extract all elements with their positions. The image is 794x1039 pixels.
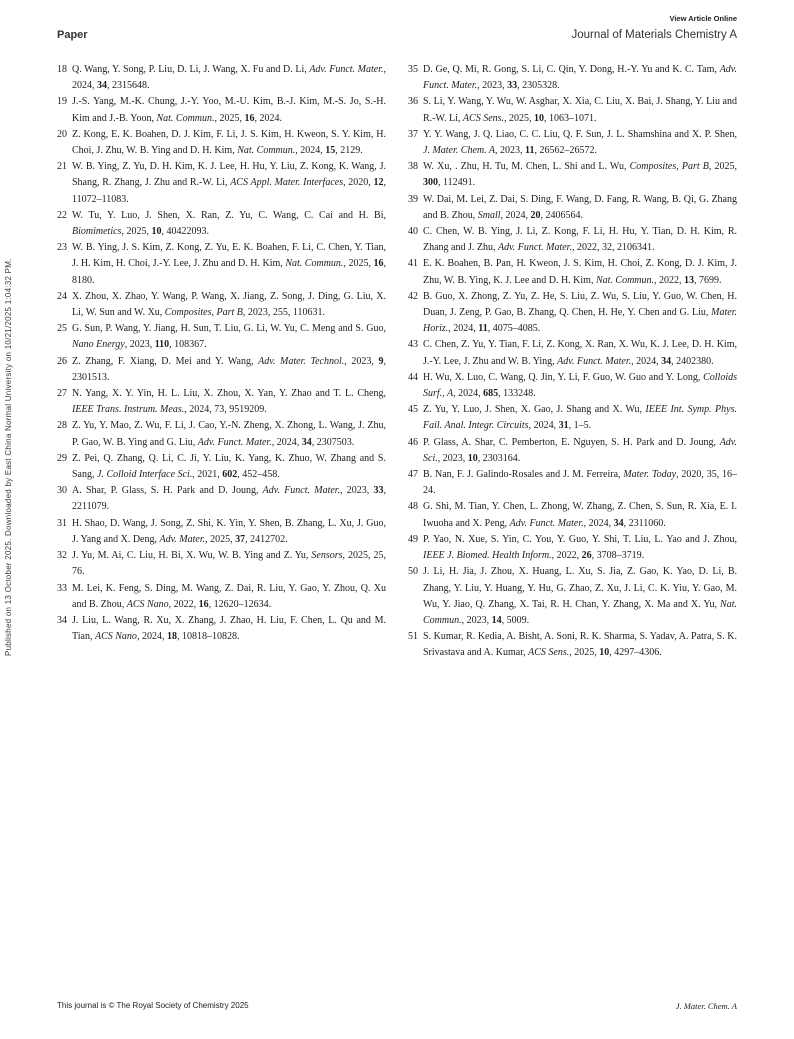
- journal-name: Adv. Funct. Mater.: [262, 485, 341, 497]
- reference-text: , 40422093.: [161, 226, 209, 238]
- reference-number: 46: [408, 436, 418, 448]
- reference-text: P. Yao, N. Xue, S. Yin, C. You, Y. Guo, Y. Shi, T. Liu, L. Yao and J. Zhou,: [423, 533, 737, 545]
- reference-text: G. Sun, P. Wang, Y. Jiang, H. Sun, T. Liu, G. Li, W. Yu, C. Meng and S. Guo,: [72, 323, 386, 335]
- copyright-notice: This journal is © The Royal Society of Chemistry 2025: [57, 1001, 249, 1010]
- reference-item: [408, 289, 737, 338]
- reference-item: [57, 321, 386, 353]
- reference-number: 36: [408, 96, 418, 108]
- journal-name: Mater. Horiz.: [423, 307, 737, 335]
- journal-abbreviation: J. Mater. Chem. A: [675, 1001, 737, 1011]
- journal-name: J. Colloid Interface Sci.: [97, 469, 193, 481]
- reference-item: [57, 613, 386, 645]
- reference-text: , 2020,: [343, 177, 374, 189]
- journal-name: IEEE Trans. Instrum. Meas.: [72, 404, 185, 416]
- reference-item: [57, 483, 386, 515]
- reference-number: 45: [408, 404, 418, 416]
- reference-text: , 2211079.: [72, 485, 387, 513]
- journal-name: ACS Sens.: [528, 647, 570, 659]
- journal-name: Composites, Part B: [164, 307, 243, 319]
- reference-text: , 2024,: [295, 145, 326, 157]
- reference-text: , 4297–4306.: [609, 647, 662, 659]
- reference-item: [408, 337, 737, 369]
- reference-text: 9: [378, 355, 384, 367]
- reference-text: , 2022,: [654, 274, 685, 286]
- reference-item: [57, 208, 386, 240]
- reference-number: 25: [57, 323, 67, 335]
- reference-text: 10: [599, 647, 610, 659]
- journal-name: Nat. Commun.: [285, 258, 344, 270]
- reference-text: , 12620–12634.: [208, 598, 272, 610]
- reference-item: [57, 516, 386, 548]
- reference-item: [57, 418, 386, 450]
- references-column-right: [408, 62, 737, 662]
- reference-text: J.-S. Yang, M.-K. Chung, J.-Y. Yoo, M.-U. Kim, B.-J. Kim, M.-S. Jo, S.-H. Kim and J.-B. Yoon,: [72, 96, 386, 124]
- reference-text: 33: [373, 485, 384, 497]
- reference-text: , 1063–1071.: [544, 112, 597, 124]
- reference-text: , 112491.: [438, 177, 476, 189]
- reference-text: , 2307503.: [311, 436, 355, 448]
- reference-text: , 2406564.: [540, 209, 583, 221]
- reference-item: [408, 159, 737, 191]
- reference-text: N. Yang, X. Y. Yin, H. L. Liu, X. Zhou, X. Yan, Y. Zhao and T. L. Cheng,: [72, 388, 386, 400]
- reference-text: 16: [244, 112, 255, 124]
- reference-text: 11: [525, 145, 535, 157]
- reference-text: , 2022,: [168, 598, 199, 610]
- reference-text: P. Glass, A. Shar, C. Pemberton, E. Nguyen, S. H. Park and D. Joung,: [423, 436, 720, 448]
- reference-text: , 2024,: [453, 388, 484, 400]
- reference-text: , 2129.: [335, 145, 363, 157]
- reference-text: W. B. Ying, J. S. Kim, Z. Kong, Z. Yu, E. K. Boahen, F. Li, C. Chen, Y. Tian, J. H. Kim, H. Choi, J.-Y. Lee, J. Zhu and D. H. Kim,: [72, 242, 386, 270]
- journal-name: Biomimetics: [72, 226, 122, 238]
- reference-item: [408, 192, 737, 224]
- reference-text: , 2022, 32, 2106341.: [571, 242, 655, 254]
- reference-text: , 2023,: [461, 614, 492, 626]
- reference-text: , 2025,: [708, 161, 737, 173]
- reference-text: , 2025,: [205, 533, 236, 545]
- reference-text: 16: [373, 258, 384, 270]
- journal-name: Colloids Surf., A: [423, 371, 737, 400]
- reference-item: [408, 499, 737, 531]
- journal-name: IEEE Int. Symp. Phys. Fail. Anal. Integr. Circuits: [423, 404, 737, 432]
- reference-number: 27: [57, 388, 67, 400]
- reference-text: 34: [301, 436, 312, 448]
- reference-item: [408, 127, 737, 159]
- reference-text: , 2024,: [528, 420, 559, 432]
- reference-text: , 2024,: [136, 631, 167, 643]
- journal-name: Nano Energy: [72, 339, 125, 351]
- journal-name: J. Mater. Chem. A: [423, 145, 496, 157]
- reference-number: 23: [57, 242, 67, 254]
- reference-number: 39: [408, 193, 418, 205]
- reference-item: [408, 402, 737, 434]
- reference-text: , 5009.: [501, 614, 530, 626]
- journal-name: Adv. Funct. Mater.: [509, 517, 584, 529]
- reference-text: D. Ge, Q. Mi, R. Gong, S. Li, C. Qin, Y. Dong, H.-Y. Yu and K. C. Tam,: [423, 64, 720, 75]
- reference-text: X. Zhou, X. Zhao, Y. Wang, P. Wang, X. Jiang, Z. Song, J. Ding, G. Liu, X. Li, W. Sun and W. Xu,: [72, 290, 386, 319]
- reference-text: , 3708–3719.: [591, 550, 645, 562]
- reference-number: 29: [57, 452, 67, 464]
- reference-text: , 7699.: [694, 274, 722, 286]
- reference-item: [408, 435, 737, 467]
- reference-item: [57, 354, 386, 386]
- reference-text: 602: [222, 469, 238, 481]
- reference-text: , 2024,: [271, 436, 302, 448]
- reference-text: 11: [478, 323, 488, 335]
- reference-text: , 452–458.: [237, 469, 280, 481]
- reference-number: 40: [408, 226, 418, 238]
- reference-item: [57, 548, 386, 580]
- reference-text: , 2024,: [583, 517, 614, 529]
- reference-number: 49: [408, 533, 418, 545]
- reference-number: 33: [57, 582, 67, 594]
- reference-text: , 2024, 73, 9519209.: [184, 404, 267, 416]
- reference-text: W. Tu, Y. Luo, J. Shen, X. Ran, Z. Yu, C. Wang, C. Cai and H. Bi,: [72, 209, 386, 221]
- journal-name: Small: [477, 209, 501, 221]
- reference-item: [408, 256, 737, 288]
- journal-name: Adv. Mater.: [159, 533, 206, 545]
- reference-item: [57, 94, 386, 126]
- reference-text: , 10818–10828.: [176, 631, 240, 643]
- references-column-left: [57, 62, 386, 645]
- journal-name: ACS Nano: [94, 631, 137, 643]
- reference-text: , 2023,: [124, 339, 155, 351]
- reference-item: [57, 289, 386, 321]
- reference-text: E. K. Boahen, B. Pan, H. Kweon, J. S. Kim, H. Choi, Z. Kong, D. J. Kim, J. Zhu, W. B. Ying, K. J. Lee and D. H. Kim,: [423, 258, 737, 286]
- reference-item: [57, 159, 386, 208]
- reference-text: 33: [507, 80, 518, 92]
- reference-number: 43: [408, 339, 418, 351]
- published-download-stamp: Published on 13 October 2025. Downloaded by East China Normal University on 10/21/2025 1:04:32 PM.: [4, 258, 13, 656]
- reference-text: 13: [684, 274, 695, 286]
- journal-name: Adv. Funct. Mater.: [423, 64, 737, 92]
- reference-text: , 4075–4085.: [487, 323, 541, 335]
- reference-number: 31: [57, 517, 67, 529]
- reference-number: 24: [57, 290, 67, 302]
- view-article-online-link[interactable]: View Article Online: [669, 14, 737, 23]
- reference-text: Z. Zhang, F. Xiang, D. Mei and Y. Wang,: [72, 355, 259, 367]
- reference-text: 34: [613, 517, 624, 529]
- reference-text: , 2412702.: [245, 533, 288, 545]
- reference-text: 300: [423, 177, 438, 189]
- reference-item: [57, 451, 386, 483]
- reference-number: 32: [57, 550, 67, 562]
- reference-text: 110: [154, 339, 170, 351]
- reference-text: B. Nan, F. J. Galindo-Rosales and J. M. Ferreira,: [423, 469, 624, 481]
- reference-number: 18: [57, 64, 67, 75]
- journal-name: Nat. Commun.: [423, 598, 737, 626]
- reference-text: W. Xu, . Zhu, H. Tu, M. Chen, L. Shi and L. Wu,: [423, 161, 630, 173]
- reference-number: 38: [408, 161, 418, 173]
- reference-item: [57, 62, 386, 94]
- reference-item: [408, 224, 737, 256]
- reference-text: , 2025,: [504, 112, 535, 124]
- reference-number: 44: [408, 371, 418, 383]
- reference-number: 50: [408, 566, 418, 578]
- journal-name: Adv. Mater. Technol.: [258, 355, 345, 367]
- reference-item: [408, 370, 737, 402]
- reference-text: Q. Wang, Y. Song, P. Liu, D. Li, J. Wang, X. Fu and D. Li,: [72, 64, 310, 75]
- reference-number: 20: [57, 128, 67, 140]
- reference-number: 41: [408, 258, 418, 270]
- reference-text: J. Liu, L. Wang, R. Xu, X. Zhang, J. Zhao, H. Liu, F. Chen, L. Qu and M. Tian,: [72, 614, 386, 643]
- reference-text: , 2402380.: [671, 355, 714, 367]
- reference-text: J. Yu, M. Ai, C. Liu, H. Bi, X. Wu, W. B. Ying and Z. Yu,: [72, 550, 312, 562]
- reference-text: 10: [534, 112, 545, 124]
- reference-text: 12: [373, 177, 384, 189]
- journal-name: Adv. Funct. Mater.: [197, 436, 272, 448]
- reference-text: , 2023,: [477, 80, 508, 92]
- reference-item: [408, 467, 737, 499]
- journal-name: ACS Appl. Mater. Interfaces: [230, 177, 344, 189]
- reference-text: , 2024,: [448, 323, 479, 335]
- reference-number: 30: [57, 485, 67, 497]
- journal-name: Nat. Commun.: [237, 145, 296, 157]
- reference-item: [408, 94, 737, 126]
- reference-text: Z. Kong, E. K. Boahen, D. J. Kim, F. Li, J. S. Kim, H. Kweon, S. Y. Kim, H. Choi, J. Zhu, W. B. Ying and D. H. Kim,: [72, 128, 386, 157]
- journal-name: Adv. Funct. Mater.: [309, 64, 384, 75]
- reference-text: J. Li, H. Jia, J. Zhou, X. Huang, L. Xu, S. Jia, Z. Gao, K. Yao, D. Li, B. Zhang, Y. Liu, Y. Huang, Y. Hu, G. Zhao, Z. Xu, J. Li, C. K. Yiu, Y. Gao, M. Wu, Y. Jiao, Q. Zhang, X. Tai, R. H. Chan, Y. Zhang, X. Ma and X. Yu,: [423, 566, 737, 610]
- journal-title: Journal of Materials Chemistry A: [571, 29, 737, 41]
- reference-item: [57, 127, 386, 159]
- reference-text: H. Shao, D. Wang, J. Song, Z. Shi, K. Yin, Y. Shen, B. Zhang, L. Xu, J. Guo, J. Yang and X. Deng,: [72, 517, 386, 545]
- reference-item: [57, 581, 386, 613]
- reference-text: W. B. Ying, Z. Yu, D. H. Kim, K. J. Lee, H. Hu, Y. Liu, Z. Kong, K. Wang, J. Shang, R. Zhang, J. Zhu and R.-W. Li,: [72, 161, 386, 189]
- reference-text: S. Kumar, R. Kedia, A. Bisht, A. Soni, R. K. Sharma, S. Yadav, A. Patra, S. K. Srivastava and A. Kumar,: [423, 631, 737, 659]
- reference-number: 37: [408, 128, 418, 140]
- reference-text: Z. Yu, Y. Mao, Z. Wu, F. Li, J. Cao, Y.-N. Zheng, X. Zhong, L. Wang, J. Zhu, P. Gao, W. B. Ying and G. Liu,: [72, 420, 386, 448]
- reference-text: , 2025,: [121, 226, 152, 238]
- reference-text: 31: [558, 420, 569, 432]
- reference-text: 26: [581, 550, 592, 562]
- reference-text: A. Shar, P. Glass, S. H. Park and D. Joung,: [72, 485, 263, 497]
- reference-text: 10: [151, 226, 162, 238]
- journal-name: Adv. Funct. Mater.: [557, 355, 632, 367]
- reference-text: Y. Y. Wang, J. Q. Liao, C. C. Liu, Q. F. Sun, J. L. Shamshina and X. P. Shen,: [423, 128, 737, 140]
- reference-text: , 2303164.: [477, 452, 521, 464]
- page-type-label: Paper: [57, 29, 88, 41]
- journal-name: Sensors: [311, 550, 343, 562]
- reference-text: , 2024,: [631, 355, 662, 367]
- journal-name: Nat. Commun.: [156, 112, 215, 124]
- journal-name: Adv. Funct. Mater.: [498, 242, 572, 254]
- reference-text: , 2023,: [495, 145, 526, 157]
- reference-number: 21: [57, 161, 67, 173]
- reference-item: [408, 629, 737, 661]
- reference-number: 47: [408, 469, 418, 481]
- reference-text: 20: [530, 209, 541, 221]
- reference-text: , 2023,: [437, 452, 468, 464]
- journal-name: Adv. Sci.: [423, 436, 737, 464]
- reference-text: C. Chen, Z. Yu, Y. Tian, F. Li, Z. Kong, X. Ran, X. Wu, K. J. Lee, D. H. Kim, J.-Y. Lee, J. Zhu and W. B. Ying,: [423, 339, 737, 367]
- reference-number: 34: [57, 614, 67, 626]
- reference-text: M. Lei, K. Feng, S. Ding, M. Wang, Z. Dai, R. Liu, Y. Gao, Y. Zhou, Q. Xu and B. Zhou,: [72, 582, 386, 610]
- reference-text: H. Wu, X. Luo, C. Wang, Q. Jin, Y. Li, F. Guo, W. Guo and Y. Long,: [423, 371, 704, 383]
- reference-text: , 1–5.: [568, 420, 592, 432]
- reference-text: 685: [483, 388, 499, 400]
- reference-number: 42: [408, 290, 418, 302]
- journal-name: ACS Nano: [126, 598, 169, 610]
- journal-name: Composites, Part B: [629, 161, 709, 173]
- reference-text: 16: [198, 598, 209, 610]
- reference-number: 48: [408, 501, 418, 513]
- journal-name: IEEE J. Biomed. Health Inform.: [423, 550, 552, 562]
- reference-text: 18: [166, 631, 177, 643]
- reference-text: , 2020, 35, 16–24.: [423, 469, 737, 497]
- reference-text: 10: [467, 452, 478, 464]
- reference-item: [408, 532, 737, 564]
- reference-number: 35: [408, 64, 418, 75]
- reference-text: , 26562–26572.: [534, 145, 597, 157]
- reference-number: 26: [57, 355, 67, 367]
- reference-number: 22: [57, 209, 67, 221]
- reference-text: , 133248.: [498, 388, 536, 400]
- journal-name: Nat. Commun.: [595, 274, 655, 286]
- reference-text: , 2305328.: [517, 80, 560, 92]
- reference-text: , 2301513.: [72, 355, 387, 383]
- reference-text: S. Li, Y. Wang, Y. Wu, W. Asghar, X. Xia, C. Liu, X. Bai, J. Shang, Y. Liu and R.-W. Li,: [423, 96, 737, 124]
- reference-text: , 8180.: [72, 258, 387, 286]
- reference-text: , 2022,: [551, 550, 582, 562]
- reference-text: G. Shi, M. Tian, Y. Chen, L. Zhong, W. Zhang, Z. Chen, S. Sun, R. Xia, E. I. Iwuoha and X. Peng,: [423, 501, 737, 529]
- reference-text: , 2025,: [343, 258, 374, 270]
- reference-text: , 2315648.: [107, 80, 150, 92]
- reference-item: [408, 564, 737, 629]
- reference-text: , 2024,: [500, 209, 531, 221]
- reference-number: 28: [57, 420, 67, 432]
- reference-text: 14: [491, 614, 502, 626]
- reference-text: , 2024.: [254, 112, 283, 124]
- reference-text: 15: [325, 145, 336, 157]
- reference-text: , 108367.: [169, 339, 207, 351]
- reference-item: [57, 240, 386, 289]
- reference-text: , 2023,: [344, 355, 379, 367]
- reference-text: , 2025, 25, 76.: [72, 550, 386, 578]
- reference-text: , 2023, 255, 110631.: [242, 307, 325, 319]
- reference-text: , 2021,: [192, 469, 223, 481]
- reference-text: , 11072–11083.: [72, 177, 386, 205]
- reference-text: 34: [97, 80, 107, 92]
- reference-text: B. Guo, X. Zhong, Z. Yu, Z. He, S. Liu, Z. Wu, S. Liu, Y. Guo, W. Chen, H. Duan, J. Zeng, P. Gao, B. Zhang, Q. Chen, H. He, Y. Chen and G. Liu,: [423, 290, 737, 319]
- reference-text: , 2023,: [340, 485, 374, 497]
- reference-number: 19: [57, 96, 67, 108]
- reference-text: Z. Pei, Q. Zhang, Q. Li, C. Ji, Y. Liu, K. Yang, K. Zhuo, W. Zhang and S. Sang,: [72, 452, 386, 481]
- reference-number: 51: [408, 631, 418, 643]
- reference-text: 34: [661, 355, 672, 367]
- reference-text: , 2025,: [569, 647, 600, 659]
- reference-text: , 2311060.: [623, 517, 666, 529]
- reference-text: , 2025,: [214, 112, 245, 124]
- reference-text: , 2024,: [72, 64, 386, 92]
- reference-text: Z. Yu, Y. Luo, J. Shen, X. Gao, J. Shang and X. Wu,: [423, 404, 646, 416]
- journal-name: Mater. Today: [623, 469, 677, 481]
- journal-name: ACS Sens.: [462, 112, 505, 124]
- reference-item: [408, 62, 737, 94]
- reference-item: [57, 386, 386, 418]
- reference-text: W. Dai, M. Lei, Z. Dai, S. Ding, F. Wang, D. Fang, R. Wang, B. Qi, G. Zhang and B. Zhou,: [423, 193, 737, 221]
- reference-text: 37: [235, 533, 246, 545]
- reference-text: C. Chen, W. B. Ying, J. Li, Z. Kong, F. Li, H. Hu, Y. Tian, D. H. Kim, R. Zhang and J. Zhu,: [423, 226, 737, 254]
